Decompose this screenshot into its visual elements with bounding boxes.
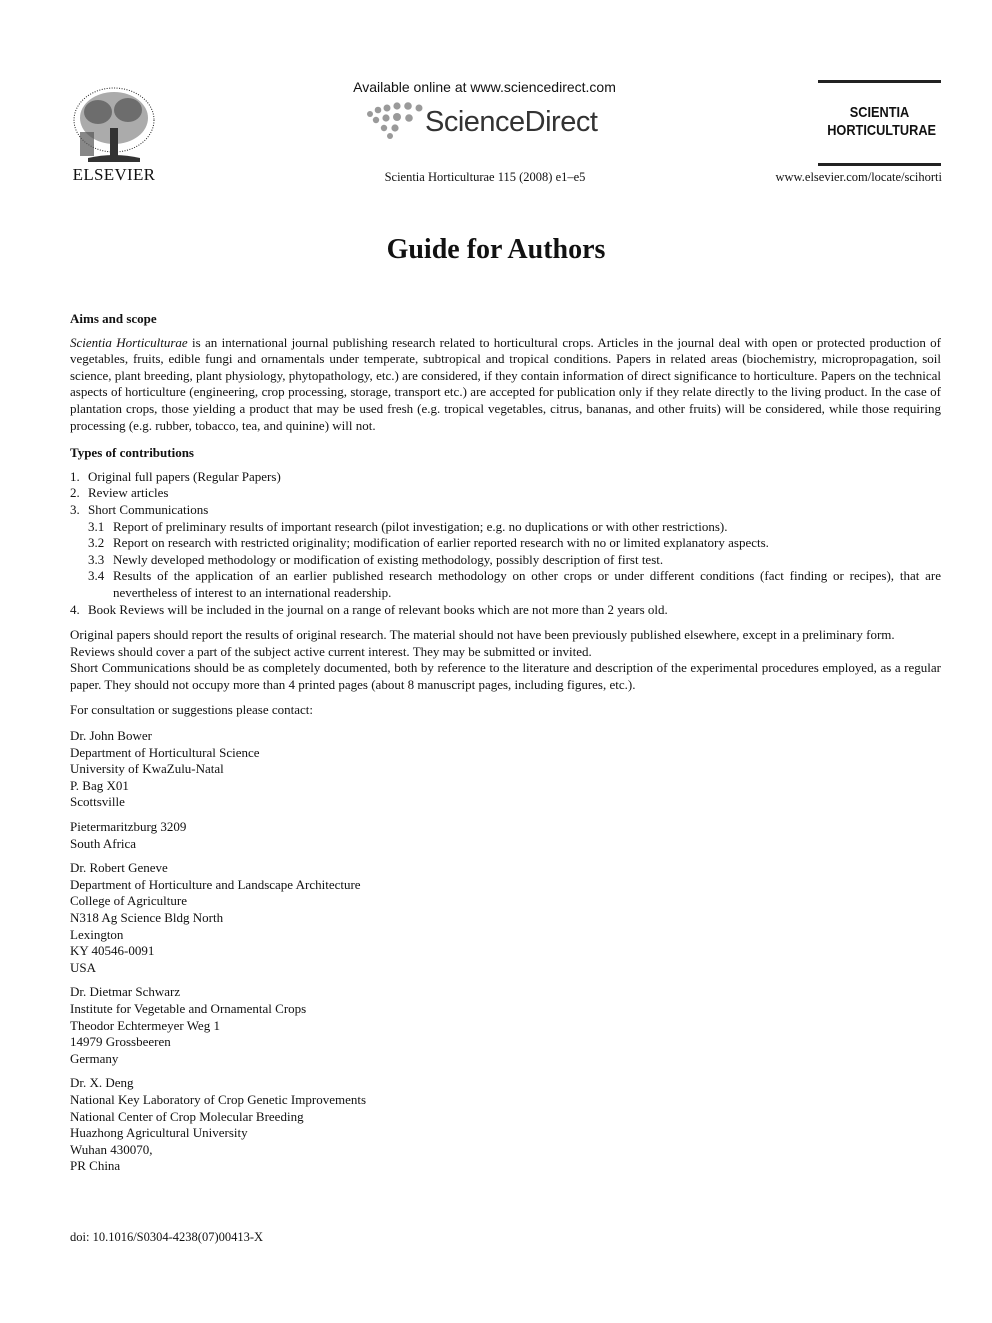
journal-citation: Scientia Horticulturae 115 (2008) e1–e5 xyxy=(384,170,586,184)
contribution-types-list-cont xyxy=(70,602,941,619)
journal-title-line-2: HORTICULTURAE xyxy=(827,122,937,139)
journal-title xyxy=(827,104,937,140)
list-item: 4. Book Reviews will be included in the journal on a range of relevant books which are not more than 2 years old. xyxy=(70,601,668,617)
list-item: 2. Review articles xyxy=(70,485,169,501)
contact-intro: For consultation or suggestions please contact: xyxy=(70,702,313,718)
list-item: 1. Original full papers (Regular Papers) xyxy=(70,468,281,484)
list-item: 3.2 Report on research with restricted originality; modification of earlier reported research with no or limited explanatory aspects. xyxy=(88,535,769,551)
article-body xyxy=(70,311,941,1183)
aims-paragraph xyxy=(70,335,941,435)
aims-heading: Aims and scope xyxy=(70,311,157,326)
doi-footer[interactable]: doi: 10.1016/S0304-4238(07)00413-X xyxy=(70,1230,264,1244)
contact-address: Dr. Robert Geneve Department of Horticulture and Landscape Architecture College of Agriculture N318 Ag Science Bldg North Lexington KY 40546-0091 USA xyxy=(70,860,361,975)
contact-address: Dr. Dietmar Schwarz Institute for Vegetable and Ornamental Crops Theodor Echtermeyer Weg 1 14979 Grossbeeren Germany xyxy=(70,984,307,1066)
original-papers-paragraph: Original papers should report the results of original research. The material should not have been previously published elsewhere, except in a preliminary form. xyxy=(70,627,895,643)
types-heading: Types of contributions xyxy=(70,445,194,461)
sciencedirect-wordmark: ScienceDirect xyxy=(425,106,598,138)
contribution-types-list xyxy=(70,469,941,519)
short-communications-paragraph: Short Communications should be as completely documented, both by reference to the literature and description of the experimental procedures employed, as a regular paper. They should not occupy more than 4 printed pages (about 8 manuscript pages, including figures, etc.). xyxy=(70,660,941,692)
sciencedirect-dots-icon xyxy=(364,100,426,140)
list-item: 3.3 Newly developed methodology or modification of existing methodology, possibly description of first test. xyxy=(88,551,664,567)
contact-address: Dr. John Bower Department of Horticultural Science University of KwaZulu-Natal P. Bag X01 Scottsville xyxy=(70,728,260,810)
list-item: 3.1 Report of preliminary results of important research (pilot investigation; e.g. no duplications or with other restrictions). xyxy=(88,518,728,534)
short-communication-sublist xyxy=(88,519,941,602)
publisher-name: ELSEVIER xyxy=(72,165,156,184)
page-title: Guide for Authors xyxy=(386,234,606,265)
reviews-paragraph: Reviews should cover a part of the subject active current interest. They may be submitted or invited. xyxy=(70,643,592,659)
journal-url-link[interactable]: www.elsevier.com/locate/scihorti xyxy=(775,170,942,184)
list-item: 3. Short Communications xyxy=(70,501,209,517)
available-online-text[interactable]: Available online at www.sciencedirect.com xyxy=(353,79,616,95)
contact-address: Dr. X. Deng National Key Laboratory of Crop Genetic Improvements National Center of Crop Molecular Breeding Huazhong Agricultural University Wuhan 430070, PR China xyxy=(70,1075,367,1174)
journal-title-line-1: SCIENTIA xyxy=(849,104,910,121)
contact-address: Pietermaritzburg 3209 South Africa xyxy=(70,819,187,851)
journal-name-italic: Scientia Horticulturae xyxy=(70,334,188,350)
list-item: 3.4 Results of the application of an earlier published research methodology on other crops or under different conditions (fact finding or recipes), that are nevertheless of interest to an international readership. xyxy=(88,568,941,600)
aims-text: is an international journal publishing research related to horticultural crops. Articles in the journal deal with open or protected production of vegetables, fruits, edible fungi and ornamentals under temperate, subtropical and tropical conditions. Papers in related areas (biochemistry, micropropagation, soil science, plant breeding, plant physiology, phytopathology, etc.) are considered, if they contain information of direct significance to horticulture. Papers on the technical aspects of horticulture (engineering, crop processing, storage, transport etc.) are accepted for publication only if they relate directly to the living product. In the case of plantation crops, those yielding a product that may be used fresh (e.g. tropical vegetables, citrus, bananas, and other fruits) will be considered, while those requiring processing (e.g. rubber, tobacco, tea, and quinine) will not. xyxy=(70,334,941,433)
